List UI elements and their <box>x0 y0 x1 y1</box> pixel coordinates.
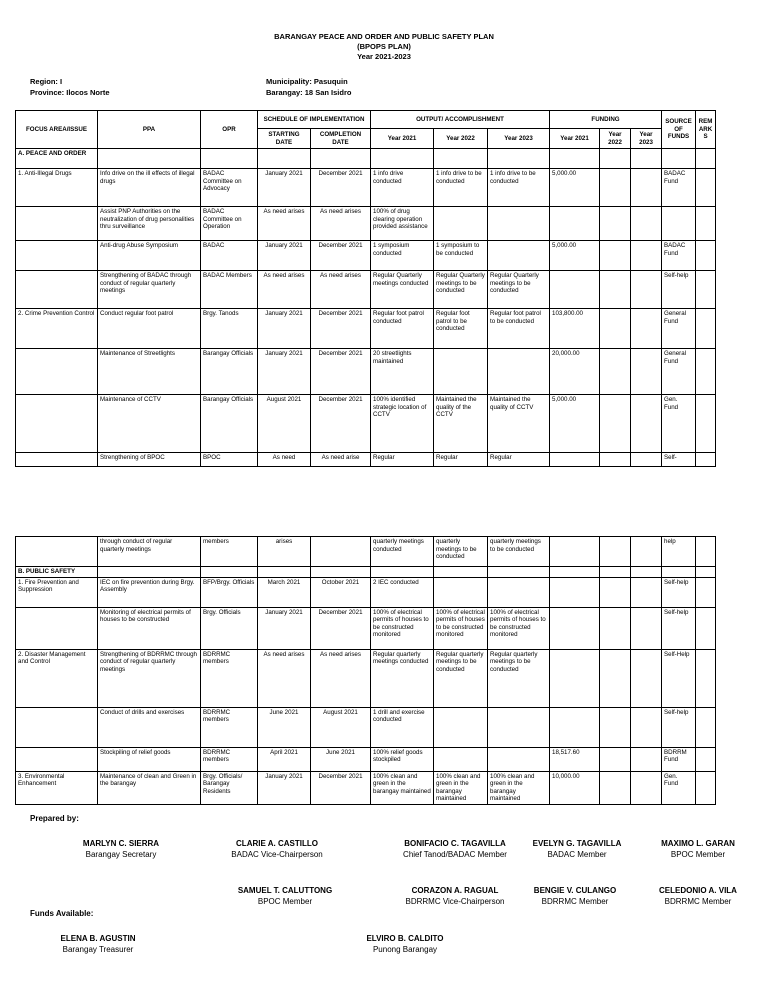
cell-opr: BFP/Brgy. Officials <box>201 577 258 607</box>
cell-f23 <box>631 207 662 241</box>
cell-o22 <box>434 707 488 747</box>
cell-f23 <box>631 241 662 271</box>
cell-o22 <box>434 747 488 771</box>
cell-f23 <box>631 649 662 707</box>
col-source-header: SOURCE OF FUNDS <box>662 111 696 149</box>
plan-table-page1 <box>15 110 716 467</box>
cell-start: January 2021 <box>258 309 311 349</box>
cell-rem <box>696 309 716 349</box>
cell-f21 <box>550 271 600 309</box>
col-output-2022-header: Year 2022 <box>434 129 488 149</box>
cell-opr: BADAC Members <box>201 271 258 309</box>
cell-focus <box>16 349 98 395</box>
cell-rem <box>696 649 716 707</box>
cell-o21: Regular <box>371 453 434 467</box>
cell-start: As need arises <box>258 207 311 241</box>
signatory-name: CLARIE A. CASTILLO <box>236 839 318 848</box>
cell-o22: Maintained the quality of the CCTV <box>434 395 488 453</box>
cell-f23 <box>631 169 662 207</box>
cell-rem <box>696 707 716 747</box>
cell-ppa: Maintenance of CCTV <box>98 395 201 453</box>
cell-f23 <box>631 309 662 349</box>
col-opr-header: OPR <box>201 111 258 149</box>
empty-cell <box>371 567 434 578</box>
signatory-title: Punong Barangay <box>372 945 438 954</box>
cell-o21: Regular Quarterly meetings conducted <box>371 271 434 309</box>
cell-opr: Brgy. Officials <box>201 607 258 649</box>
cell-ppa: IEC on fire prevention during Brgy. Assembly <box>98 577 201 607</box>
cell-opr: BADAC Committee on Advocacy <box>201 169 258 207</box>
cell-o23 <box>488 241 550 271</box>
table-row <box>16 169 716 207</box>
cell-f21 <box>550 707 600 747</box>
cell-src: Self-help <box>662 607 696 649</box>
signatory-title: BPOC Member <box>670 850 726 859</box>
cell-src: Self-help <box>662 271 696 309</box>
col-ppa-header: PPA <box>98 111 201 149</box>
cell-o22 <box>434 349 488 395</box>
barangay-label: Barangay: 18 San Isidro <box>266 88 352 97</box>
cell-ppa: Conduct of drills and exercises <box>98 707 201 747</box>
cell-ppa: Assist PNP Authorities on the neutralization of drug personalities thru surveillance <box>98 207 201 241</box>
col-output-2023-header: Year 2023 <box>488 129 550 149</box>
table-row <box>16 747 716 771</box>
cell-o23: 1 info drive to be conducted <box>488 169 550 207</box>
cell-focus: 2. Disaster Management and Control <box>16 649 98 707</box>
cell-f23 <box>631 747 662 771</box>
cell-f22 <box>600 395 631 453</box>
cell-rem <box>696 395 716 453</box>
signatory-secretary <box>46 838 196 860</box>
cell-o21: 1 info drive conducted <box>371 169 434 207</box>
signatory-title: Barangay Treasurer <box>62 945 134 954</box>
cell-end: December 2021 <box>311 771 371 804</box>
cell-f23 <box>631 271 662 309</box>
empty-cell <box>631 567 662 578</box>
table-row <box>16 241 716 271</box>
plan-table-page2 <box>15 536 716 805</box>
cell-f23 <box>631 537 662 567</box>
signatory-name: ELENA B. AGUSTIN <box>60 934 136 943</box>
cell-ppa: Conduct regular foot patrol <box>98 309 201 349</box>
cell-rem <box>696 207 716 241</box>
cell-end: December 2021 <box>311 169 371 207</box>
cell-focus <box>16 207 98 241</box>
cell-focus: 2. Crime Prevention Control <box>16 309 98 349</box>
doc-title-line2: (BPOPS PLAN) <box>357 42 411 51</box>
cell-o23: Regular quarterly meetings to be conducted <box>488 649 550 707</box>
signatory-name: SAMUEL T. CALUTTONG <box>237 886 333 895</box>
cell-start: January 2021 <box>258 349 311 395</box>
cell-f21: 20,000.00 <box>550 349 600 395</box>
cell-focus <box>16 271 98 309</box>
signatory-punong-barangay <box>340 933 470 955</box>
cell-f23 <box>631 395 662 453</box>
col-funding-2023-header: Year 2023 <box>631 129 662 149</box>
signatory-title: BADAC Member <box>547 850 607 859</box>
signatory-title: BPOC Member <box>257 897 313 906</box>
cell-f22 <box>600 309 631 349</box>
table-row <box>16 349 716 395</box>
col-funding-2021-header: Year 2021 <box>550 129 600 149</box>
cell-f22 <box>600 649 631 707</box>
empty-cell <box>258 567 311 578</box>
cell-o21: 2 IEC conducted <box>371 577 434 607</box>
cell-ppa: Stockpiling of relief goods <box>98 747 201 771</box>
signatory-title: BDRRMC Member <box>664 897 732 906</box>
cell-src: Gen. Fund <box>662 771 696 804</box>
cell-o23: Regular <box>488 453 550 467</box>
cell-f21 <box>550 649 600 707</box>
section-public-safety: B. PUBLIC SAFETY <box>16 567 98 578</box>
empty-cell <box>98 567 201 578</box>
cell-o23 <box>488 577 550 607</box>
cell-ppa: Maintenance of clean and Green in the barangay <box>98 771 201 804</box>
cell-f22 <box>600 537 631 567</box>
cell-o22 <box>434 207 488 241</box>
cell-o23 <box>488 707 550 747</box>
cell-end: As need arises <box>311 649 371 707</box>
empty-cell <box>662 567 696 578</box>
cell-f21 <box>550 607 600 649</box>
cell-focus <box>16 707 98 747</box>
signatory-title: BDRRMC Member <box>541 897 609 906</box>
cell-o22 <box>434 577 488 607</box>
cell-end: August 2021 <box>311 707 371 747</box>
signatory-name: ELVIRO B. CALDITO <box>366 934 444 943</box>
signatory-name: EVELYN G. TAGAVILLA <box>532 839 622 848</box>
cell-src: BDRRM Fund <box>662 747 696 771</box>
table-row <box>16 207 716 241</box>
cell-o22: Regular <box>434 453 488 467</box>
cell-rem <box>696 771 716 804</box>
table-row <box>16 707 716 747</box>
cell-rem <box>696 453 716 467</box>
cell-f21: 5,000.00 <box>550 241 600 271</box>
cell-opr: Barangay Officials <box>201 395 258 453</box>
cell-o21: 20 streetlights maintained <box>371 349 434 395</box>
cell-opr: Brgy. Officials/ Barangay Residents <box>201 771 258 804</box>
col-output-header: OUTPUT/ ACCOMPLISHMENT <box>371 111 550 129</box>
cell-o23: Maintained the quality of CCTV <box>488 395 550 453</box>
cell-f21: 10,000.00 <box>550 771 600 804</box>
cell-o21: Regular foot patrol conducted <box>371 309 434 349</box>
cell-end: As need arise <box>311 453 371 467</box>
cell-src: General Fund <box>662 349 696 395</box>
cell-o23 <box>488 207 550 241</box>
cell-f21 <box>550 453 600 467</box>
signatory-name: BENGIE V. CULANGO <box>533 886 617 895</box>
signatory-bdrrmc-member-2 <box>638 885 758 907</box>
cell-src: BADAC Fund <box>662 169 696 207</box>
cell-src: Self- <box>662 453 696 467</box>
cell-o21: 100% of electrical permits of houses to be constructed monitored <box>371 607 434 649</box>
cell-end: As need arises <box>311 271 371 309</box>
cell-focus <box>16 607 98 649</box>
empty-cell <box>696 567 716 578</box>
cell-rem <box>696 747 716 771</box>
table-row <box>16 577 716 607</box>
col-output-2021-header: Year 2021 <box>371 129 434 149</box>
cell-src: Self-Help <box>662 649 696 707</box>
cell-opr: BPOC <box>201 453 258 467</box>
cell-start: As need arises <box>258 649 311 707</box>
cell-end: June 2021 <box>311 747 371 771</box>
table-row <box>16 395 716 453</box>
cell-focus <box>16 453 98 467</box>
signatory-name: BONIFACIO C. TAGAVILLA <box>404 839 506 848</box>
cell-focus: 1. Anti-Illegal Drugs <box>16 169 98 207</box>
cell-focus: 1. Fire Prevention and Suppression <box>16 577 98 607</box>
table-row <box>16 453 716 467</box>
signatory-title: Chief Tanod/BADAC Member <box>403 850 507 859</box>
signatory-bdrrmc-member-1 <box>515 885 635 907</box>
cell-o21: 100% identified strategic location of CCTV <box>371 395 434 453</box>
cell-f23 <box>631 771 662 804</box>
table-row <box>16 309 716 349</box>
col-focus-header: FOCUS AREA/ISSUE <box>16 111 98 149</box>
cell-ppa: Strengthening of BADAC through conduct of regular quarterly meetings <box>98 271 201 309</box>
cell-src: Self-help <box>662 577 696 607</box>
cell-o21: 100% clean and green in the barangay maintained <box>371 771 434 804</box>
cell-start: April 2021 <box>258 747 311 771</box>
cell-o21: 100% relief goods stockpiled <box>371 747 434 771</box>
cell-start: January 2021 <box>258 607 311 649</box>
funds-available-label: Funds Available: <box>30 909 94 918</box>
signatory-bpoc-member-2 <box>210 885 360 907</box>
cell-focus <box>16 537 98 567</box>
province-label: Province: Ilocos Norte <box>30 88 110 97</box>
cell-start: March 2021 <box>258 577 311 607</box>
signatory-bpoc-member-1 <box>638 838 758 860</box>
cell-o22: Regular quarterly meetings to be conducted <box>434 649 488 707</box>
signatory-chief-tanod <box>380 838 530 860</box>
doc-title-line1: BARANGAY PEACE AND ORDER AND PUBLIC SAFETY PLAN <box>274 32 494 41</box>
cell-end: As need arises <box>311 207 371 241</box>
cell-f22 <box>600 707 631 747</box>
cell-o22: 100% clean and green in the barangay maintained <box>434 771 488 804</box>
cell-focus <box>16 395 98 453</box>
cell-o23: 100% clean and green in the barangay maintained <box>488 771 550 804</box>
cell-opr: Brgy. Tanods <box>201 309 258 349</box>
cell-src <box>662 207 696 241</box>
municipality-label: Municipality: Pasuquin <box>266 77 348 86</box>
cell-start: As need <box>258 453 311 467</box>
cell-ppa: Info drive on the ill effects of illegal drugs <box>98 169 201 207</box>
cell-focus <box>16 241 98 271</box>
cell-f22 <box>600 349 631 395</box>
cell-src: BADAC Fund <box>662 241 696 271</box>
cell-rem <box>696 349 716 395</box>
cell-ppa: Anti-drug Abuse Symposium <box>98 241 201 271</box>
cell-f21 <box>550 577 600 607</box>
empty-cell <box>550 567 600 578</box>
signatory-title: BDRRMC Vice-Chairperson <box>405 897 505 906</box>
cell-f23 <box>631 349 662 395</box>
table-row <box>16 271 716 309</box>
region-label: Region: I <box>30 77 63 86</box>
cell-f23 <box>631 577 662 607</box>
signatory-title: Barangay Secretary <box>85 850 157 859</box>
cell-f22 <box>600 271 631 309</box>
cell-opr: BADAC <box>201 241 258 271</box>
cell-f22 <box>600 169 631 207</box>
cell-f21 <box>550 537 600 567</box>
cell-start: January 2021 <box>258 241 311 271</box>
table-row <box>16 537 716 567</box>
signatory-name: CELEDONIO A. VILA <box>659 886 737 895</box>
cell-o22: 1 symposium to be conducted <box>434 241 488 271</box>
cell-f21: 5,000.00 <box>550 395 600 453</box>
table-row <box>16 567 716 578</box>
cell-rem <box>696 537 716 567</box>
cell-src: help <box>662 537 696 567</box>
cell-f22 <box>600 747 631 771</box>
empty-cell <box>311 567 371 578</box>
cell-rem <box>696 271 716 309</box>
cell-o23: quarterly meetings to be conducted <box>488 537 550 567</box>
cell-f23 <box>631 453 662 467</box>
cell-ppa: Monitoring of electrical permits of houses to be constructed <box>98 607 201 649</box>
doc-title-line3: Year 2021-2023 <box>357 52 411 61</box>
cell-o21: 1 symposium conducted <box>371 241 434 271</box>
cell-o23 <box>488 747 550 771</box>
signatory-treasurer <box>38 933 158 955</box>
cell-rem <box>696 169 716 207</box>
cell-ppa: Strengthening of BPOC <box>98 453 201 467</box>
cell-f22 <box>600 607 631 649</box>
col-start-header: STARTING DATE <box>258 129 311 149</box>
cell-f21: 5,000.00 <box>550 169 600 207</box>
signatory-name: MAXIMO L. GARAN <box>661 839 735 848</box>
cell-rem <box>696 577 716 607</box>
cell-end: December 2021 <box>311 607 371 649</box>
signatory-badac-vice <box>202 838 352 860</box>
empty-cell <box>488 567 550 578</box>
empty-cell <box>434 567 488 578</box>
table-row <box>16 607 716 649</box>
cell-start: January 2021 <box>258 771 311 804</box>
col-funding-header: FUNDING <box>550 111 662 129</box>
table-row <box>16 771 716 804</box>
cell-opr: members <box>201 537 258 567</box>
cell-o21: Regular quarterly meetings conducted <box>371 649 434 707</box>
cell-end: December 2021 <box>311 241 371 271</box>
cell-start: As need arises <box>258 271 311 309</box>
cell-start: June 2021 <box>258 707 311 747</box>
section-peace-order: A. PEACE AND ORDER <box>16 149 98 169</box>
cell-end: December 2021 <box>311 349 371 395</box>
col-completion-header: COMPLETION DATE <box>311 129 371 149</box>
cell-ppa: Maintenance of Streetlights <box>98 349 201 395</box>
cell-o23 <box>488 349 550 395</box>
col-schedule-header: SCHEDULE OF IMPLEMENTATION <box>258 111 371 129</box>
cell-end: October 2021 <box>311 577 371 607</box>
empty-cell <box>201 567 258 578</box>
cell-f21: 18,517.60 <box>550 747 600 771</box>
cell-start: January 2021 <box>258 169 311 207</box>
cell-o23: Regular foot patrol to be conducted <box>488 309 550 349</box>
cell-o23: 100% of electrical permits of houses to be constructed monitored <box>488 607 550 649</box>
cell-opr: BDRRMC members <box>201 649 258 707</box>
cell-f23 <box>631 707 662 747</box>
cell-end <box>311 537 371 567</box>
cell-start: arises <box>258 537 311 567</box>
cell-focus <box>16 747 98 771</box>
cell-f22 <box>600 453 631 467</box>
cell-opr: Barangay Officials <box>201 349 258 395</box>
prepared-by-label: Prepared by: <box>30 814 79 823</box>
cell-o22: 1 info drive to be conducted <box>434 169 488 207</box>
cell-f22 <box>600 577 631 607</box>
cell-o23: Regular Quarterly meetings to be conducted <box>488 271 550 309</box>
cell-src: Gen. Fund <box>662 395 696 453</box>
cell-end: December 2021 <box>311 309 371 349</box>
col-funding-2022-header: Year 2022 <box>600 129 631 149</box>
cell-src: Self-help <box>662 707 696 747</box>
empty-cell <box>600 567 631 578</box>
cell-ppa: Strengthening of BDRRMC through conduct of regular quarterly meetings <box>98 649 201 707</box>
cell-f21: 103,800.00 <box>550 309 600 349</box>
cell-o22: Regular foot patrol to be conducted <box>434 309 488 349</box>
cell-opr: BDRRMC members <box>201 747 258 771</box>
signatory-name: CORAZON A. RAGUAL <box>411 886 499 895</box>
cell-o22: quarterly meetings to be conducted <box>434 537 488 567</box>
cell-f22 <box>600 241 631 271</box>
cell-f21 <box>550 207 600 241</box>
cell-opr: BDRRMC members <box>201 707 258 747</box>
cell-f22 <box>600 771 631 804</box>
cell-ppa: through conduct of regular quarterly meetings <box>98 537 201 567</box>
cell-rem <box>696 241 716 271</box>
cell-src: General Fund <box>662 309 696 349</box>
cell-o21: quarterly meetings conducted <box>371 537 434 567</box>
cell-f23 <box>631 607 662 649</box>
cell-focus: 3. Environmental Enhancement <box>16 771 98 804</box>
signatory-bdrrmc-vice <box>380 885 530 907</box>
cell-o21: 1 drill and exercise conducted <box>371 707 434 747</box>
cell-f22 <box>600 207 631 241</box>
cell-start: August 2021 <box>258 395 311 453</box>
cell-opr: BADAC Committee on Operation <box>201 207 258 241</box>
table-row <box>16 649 716 707</box>
cell-o21: 100% of drug clearing operation provided assistance <box>371 207 434 241</box>
signatory-title: BADAC Vice-Chairperson <box>231 850 323 859</box>
col-remarks-header: REMARKS <box>696 111 716 149</box>
signatory-name: MARLYN C. SIERRA <box>82 839 160 848</box>
cell-end: December 2021 <box>311 395 371 453</box>
cell-rem <box>696 607 716 649</box>
cell-o22: Regular Quarterly meetings to be conducted <box>434 271 488 309</box>
signatory-badac-member <box>512 838 642 860</box>
cell-o22: 100% of electrical permits of houses to be constructed monitored <box>434 607 488 649</box>
